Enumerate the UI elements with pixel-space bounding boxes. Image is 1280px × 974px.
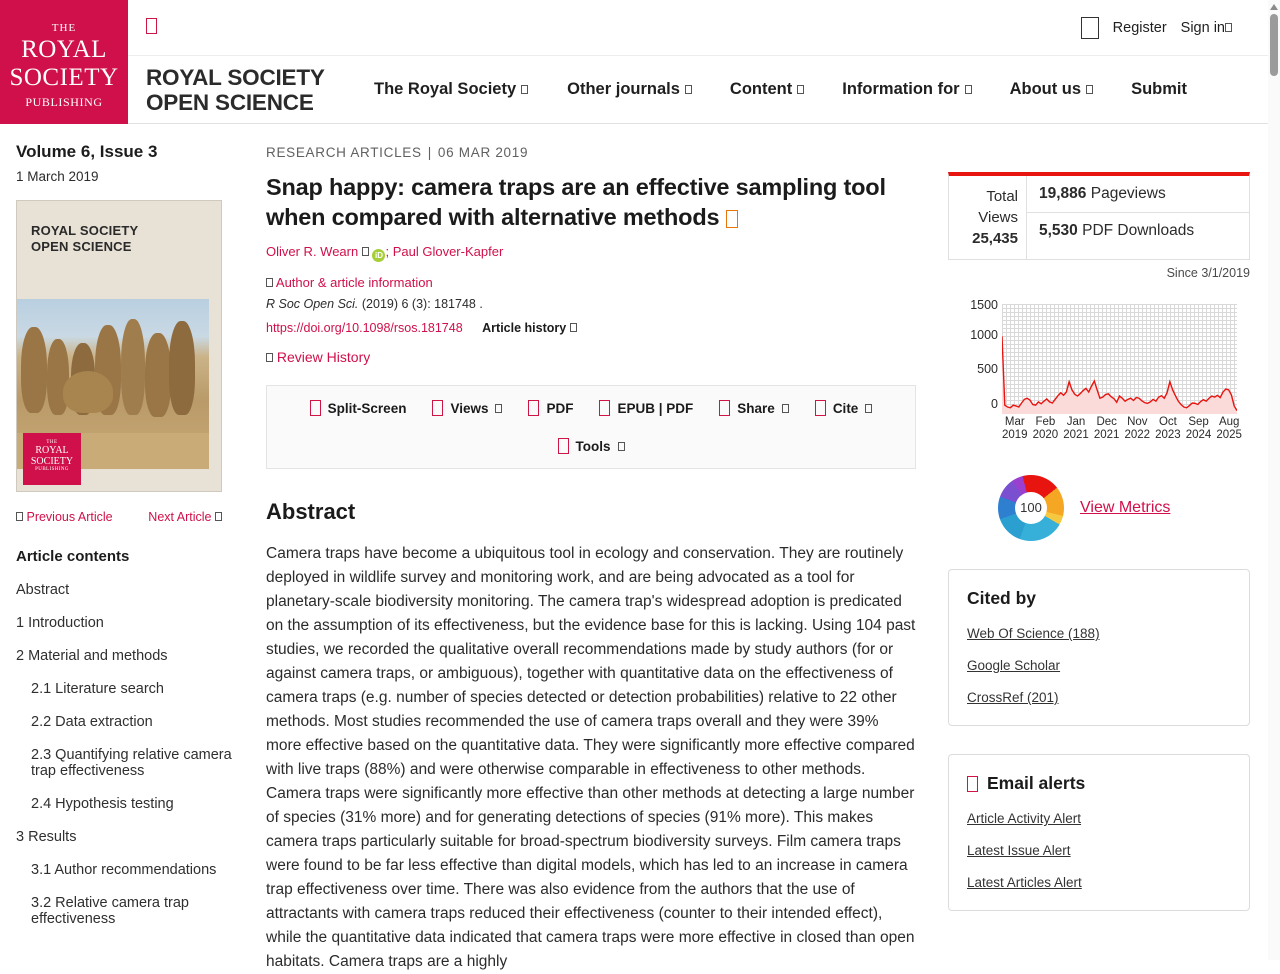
chevron-down-icon: [797, 85, 804, 94]
pageviews-label: Pageviews: [1090, 185, 1166, 202]
metrics-summary-box: [948, 172, 1250, 260]
utility-bar: [128, 0, 1268, 56]
toc-item-relative-camera-trap-effectiveness[interactable]: 3.2 Relative camera trap effectiveness: [31, 895, 189, 927]
nav-item-information-for[interactable]: Information for: [842, 80, 971, 99]
journal-title-line1: ROYAL SOCIETY: [146, 64, 325, 90]
logo-line-publishing: PUBLISHING: [25, 95, 103, 109]
pdf-downloads-label: PDF Downloads: [1082, 222, 1195, 239]
cover-title: ROYAL SOCIETY OPEN SCIENCE: [31, 223, 139, 254]
chevron-right-icon: [215, 512, 222, 521]
chevron-left-icon: [16, 512, 23, 521]
article-history-toggle[interactable]: Article history: [482, 321, 577, 335]
cited-by-heading: Cited by: [967, 588, 1037, 608]
total-views-label-1: Total: [986, 188, 1018, 205]
chevron-down-icon: [685, 85, 692, 94]
abstract-heading: Abstract: [266, 499, 356, 524]
logo-line-society: SOCIETY: [9, 64, 119, 91]
chevron-down-icon: [965, 85, 972, 94]
signin-link[interactable]: Sign in: [1181, 20, 1232, 36]
epub-icon: [599, 400, 610, 416]
previous-article-link[interactable]: Previous Article: [16, 510, 113, 524]
toc-item-literature-search[interactable]: 2.1 Literature search: [31, 681, 164, 697]
author-name-1[interactable]: Oliver R. Wearn: [266, 244, 359, 259]
nav-item-about-us[interactable]: About us: [1010, 80, 1094, 99]
issue-volume: Volume 6, Issue 3: [16, 142, 158, 161]
x-tick-4: Nov 2022: [1124, 416, 1151, 441]
open-access-icon: [726, 210, 738, 228]
document-icon: [266, 353, 273, 362]
article-contents-heading: Article contents: [16, 548, 130, 565]
chevron-down-icon: [521, 85, 528, 94]
email-alert-article-activity[interactable]: Article Activity Alert: [967, 811, 1082, 826]
share-button[interactable]: Share: [719, 400, 789, 416]
toc-item-results[interactable]: 3 Results: [16, 829, 77, 845]
nav-item-other-journals[interactable]: Other journals: [567, 80, 692, 99]
x-tick-0: Mar 2019: [1002, 416, 1028, 441]
toc-item-hypothesis-testing[interactable]: 2.4 Hypothesis testing: [31, 796, 174, 812]
royal-society-publishing-logo[interactable]: [0, 0, 128, 124]
altmetric-badge[interactable]: [998, 475, 1064, 541]
nav-item-content[interactable]: Content: [730, 80, 804, 99]
orcid-icon[interactable]: iD: [372, 249, 385, 262]
y-tick-1500: 1500: [970, 298, 998, 312]
toolbar-row-secondary: [267, 438, 915, 454]
author-separator: ;: [385, 244, 393, 259]
article-title-text: Snap happy: camera traps are an effective sampling tool when compared with alternative methods: [266, 174, 886, 230]
right-sidebar: [948, 124, 1250, 911]
split-screen-button[interactable]: Split-Screen: [310, 400, 407, 416]
article-published-date: 06 MAR 2019: [437, 145, 529, 160]
metric-row-pdf-downloads: [1027, 212, 1249, 249]
article-pager: [16, 510, 222, 524]
chart-series-svg: [1002, 304, 1237, 414]
doi-link[interactable]: https://doi.org/10.1098/rsos.181748: [266, 321, 463, 335]
monthly-views-chart: [948, 298, 1250, 443]
author-article-information-link[interactable]: Author & article information: [266, 275, 926, 290]
epub-pdf-button[interactable]: EPUB | PDF: [599, 400, 693, 416]
nav-item-submit[interactable]: Submit: [1131, 80, 1187, 98]
author-info-icon[interactable]: [362, 247, 369, 256]
page-scrollbar[interactable]: [1268, 0, 1280, 960]
total-views-value: 25,435: [972, 230, 1018, 247]
toc-item-material-and-methods[interactable]: 2 Material and methods: [16, 648, 168, 664]
scrollbar-thumb[interactable]: [1270, 14, 1278, 76]
total-views-cell: [949, 176, 1027, 259]
kicker-separator: |: [427, 145, 432, 160]
utility-links: [1081, 17, 1232, 39]
cited-by-panel: [948, 569, 1250, 726]
issue-date: 1 March 2019: [16, 169, 99, 184]
view-metrics-link[interactable]: View Metrics: [1080, 499, 1171, 516]
y-tick-0: 0: [991, 397, 998, 411]
views-button[interactable]: Views: [432, 400, 502, 416]
chart-x-axis: [1002, 416, 1242, 442]
logo-line-the: THE: [51, 22, 77, 34]
pdf-downloads-value: 5,530: [1039, 222, 1078, 239]
chevron-down-icon: [865, 404, 872, 413]
x-tick-3: Dec 2021: [1093, 416, 1120, 441]
y-tick-500: 500: [977, 362, 998, 376]
chevron-down-icon: [570, 323, 577, 332]
article-main: [266, 124, 926, 974]
toc-item-author-recommendations[interactable]: 3.1 Author recommendations: [31, 862, 217, 878]
tools-icon: [558, 438, 569, 454]
journal-title[interactable]: [146, 65, 356, 115]
x-tick-5: Oct 2023: [1155, 416, 1181, 441]
cited-by-link-crossref[interactable]: CrossRef (201): [967, 690, 1059, 705]
metrics-since-date: Since 3/1/2019: [1166, 266, 1250, 280]
email-alerts-panel: [948, 754, 1250, 911]
cite-icon: [815, 400, 826, 416]
left-sidebar: [0, 124, 250, 927]
chart-plot-area: [1002, 304, 1237, 414]
chevron-down-icon: [782, 404, 789, 413]
cover-publisher-logo: THE ROYAL SOCIETY PUBLISHING: [23, 433, 81, 485]
author-list: [266, 244, 926, 262]
review-history-link[interactable]: Review History: [266, 349, 926, 365]
email-alert-latest-issue[interactable]: Latest Issue Alert: [967, 843, 1071, 858]
toc-item-introduction[interactable]: 1 Introduction: [16, 615, 104, 631]
doi-row: [266, 321, 926, 335]
main-navigation: [128, 56, 1268, 123]
toolbar-row-primary: [267, 400, 915, 416]
x-tick-2: Jan 2021: [1063, 416, 1089, 441]
register-link[interactable]: Register: [1112, 20, 1167, 36]
abstract-text: Camera traps have become a ubiquitous tool in ecology and conservation. They are routinely deployed in wildlife survey and monitoring work, and are being advocated as a tool for planetary-scale biodiversity monitoring. The camera trap's widespread adoption is predicated on the assumption of its effectiveness, but the evidence base for this is lacking. Using 104 past studies, we recorded the qualitative overall recommendations made by study authors (for or against camera traps, or ambiguous), together with quantitative data on the effectiveness of camera traps (e.g. number of species detected or detection probabilities) relative to 22 other methods. Most studies recommended the use of camera traps overall and they were 39% more effective based on the quantitative data. They were significantly more effective compared with live traps (88%) and were otherwise comparable in effectiveness to other methods. Camera traps were significantly more effective than other methods at detecting a large number of species (31% more) and for generating detections of species (91% more). This makes camera traps particularly suitable for broad-spectrum biodiversity surveys. Film camera traps were found to be far less effective than digital models, which has led to an increase in camera trap effectiveness over time. There was also evidence from the authors that the use of attractants with camera traps reduced their effectiveness (counter to their intended effect), while the quantitative data indicated that camera traps were more effective in closed than open habitats. Camera traps are a highly: [266, 545, 916, 970]
scroll-up-arrow-icon[interactable]: [1270, 4, 1278, 10]
author-name-2[interactable]: Paul Glover-Kapfer: [392, 244, 504, 259]
logo-line-royal: ROYAL: [21, 36, 107, 63]
nav-item-the-royal-society[interactable]: The Royal Society: [374, 80, 528, 99]
toc-item-data-extraction[interactable]: 2.2 Data extraction: [31, 714, 153, 730]
plus-icon: [266, 278, 273, 287]
chevron-down-icon: [618, 442, 625, 451]
article-toolbar: [266, 385, 916, 469]
y-tick-1000: 1000: [970, 328, 998, 342]
split-screen-icon: [310, 400, 321, 416]
pdf-button[interactable]: PDF: [528, 400, 573, 416]
x-tick-1: Feb 2020: [1032, 416, 1059, 441]
altmetric-score: 100: [1015, 492, 1047, 524]
cite-button[interactable]: Cite: [815, 400, 873, 416]
chevron-down-icon: [1225, 23, 1232, 32]
pdf-icon: [528, 400, 539, 416]
x-tick-6: Sep 2024: [1185, 416, 1212, 441]
pageviews-value: 19,886: [1039, 185, 1087, 202]
altmetric-row: [948, 475, 1250, 541]
article-kicker: [266, 145, 926, 160]
tools-button[interactable]: Tools: [558, 438, 625, 454]
search-icon[interactable]: [1081, 17, 1099, 39]
x-tick-7: Aug 2025: [1216, 416, 1242, 441]
hamburger-menu-icon[interactable]: [146, 18, 157, 34]
article-citation: [266, 297, 926, 311]
next-article-link[interactable]: Next Article: [148, 510, 222, 524]
views-icon: [432, 400, 443, 416]
email-alert-latest-articles[interactable]: Latest Articles Alert: [967, 875, 1082, 890]
article-section-label[interactable]: RESEARCH ARTICLES: [266, 145, 422, 160]
cited-by-link-web-of-science[interactable]: Web Of Science (188): [967, 626, 1100, 641]
page-title: [266, 172, 926, 232]
total-views-label-2: Views: [978, 209, 1018, 226]
email-alerts-heading: Email alerts: [967, 773, 1231, 794]
metric-row-pageviews: [1027, 176, 1249, 212]
journal-title-line2: OPEN SCIENCE: [146, 89, 314, 115]
toc-item-quantifying-relative-effectiveness[interactable]: 2.3 Quantifying relative camera trap effectiveness: [31, 747, 232, 779]
share-icon: [719, 400, 730, 416]
chevron-down-icon: [1086, 85, 1093, 94]
metric-rows: [1027, 176, 1249, 259]
site-header: [0, 0, 1268, 124]
cited-by-link-google-scholar[interactable]: Google Scholar: [967, 658, 1061, 673]
citation-detail: (2019) 6 (3): 181748 .: [361, 297, 483, 311]
chevron-down-icon: [495, 404, 502, 413]
toc-item-abstract[interactable]: Abstract: [16, 582, 70, 598]
envelope-icon: [967, 776, 978, 792]
issue-cover-image[interactable]: [16, 200, 222, 492]
citation-journal: R Soc Open Sci.: [266, 297, 359, 311]
